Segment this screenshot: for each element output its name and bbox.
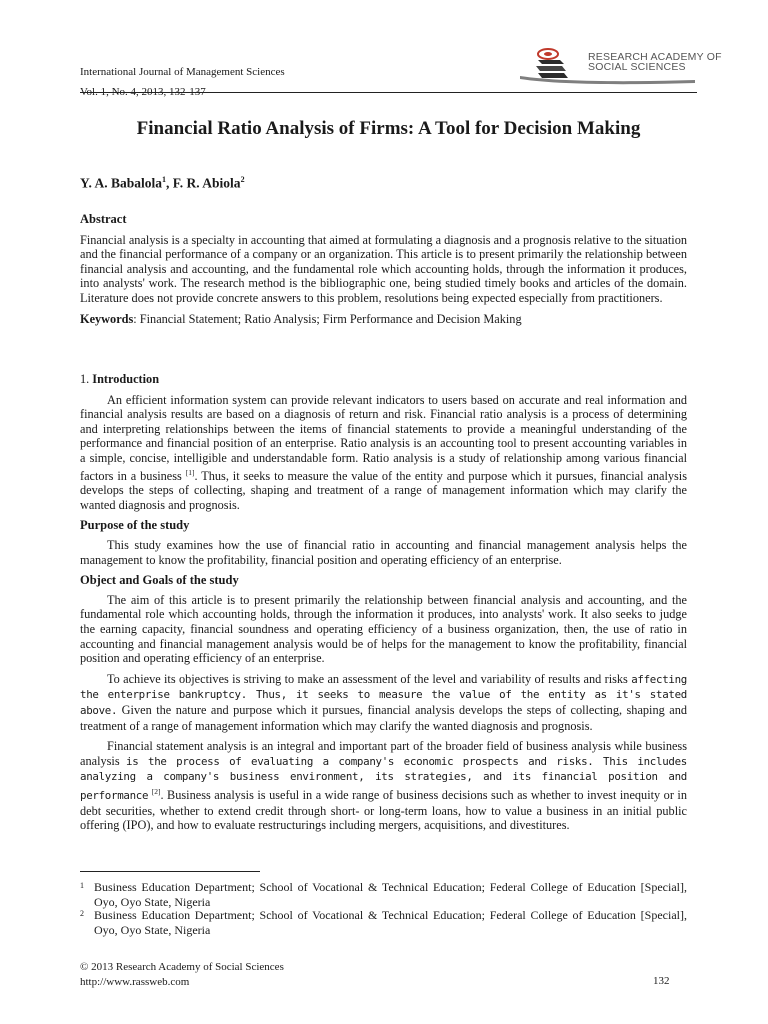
author-1-affiliation: 1 <box>162 175 167 184</box>
abstract-section <box>80 212 687 326</box>
copyright-notice: © 2013 Research Academy of Social Sciences <box>80 961 284 973</box>
paper-title: Financial Ratio Analysis of Firms: A Tool for Decision Making <box>136 118 641 139</box>
footnote-2 <box>80 908 687 938</box>
footnote-divider <box>80 871 260 872</box>
intro-text-1: An efficient information system can provide relevant indicators to users based on accurate and real information and financial analysis results are based on a diagnosis of return and risk. Financial ratio analysis is a process of determining and interpreting relationships between the items of financial statements to provide a meaningful understanding of the performance and financial position of an enterprise. Ratio analysis is an accounting tool to present accounting variables in a simple, concise, intelligible and understandable form. Ratio analysis is a study of relationship among various financial factors in a business <box>80 392 687 483</box>
abstract-heading: Abstract <box>80 212 127 226</box>
author-1: Y. A. Babalola <box>80 175 163 191</box>
keywords-text: : Financial Statement; Ratio Analysis; Firm Performance and Decision Making <box>133 311 522 326</box>
objectives-paragraph-3 <box>80 739 687 833</box>
objectives-paragraph-1: The aim of this article is to present primarily the relationship between financial analysis and accounting, and the fundamental role which accounting holds, through the information it produces, into analysts' work. It also seeks to judge the earning capacity, financial soundness and operating efficiency of a business organization, then, the use of ratio in accounting and financial management analysis would be of helps for the management to know the profitability, financial position and operating efficiency of an enterprise. <box>80 592 687 666</box>
footnote-1-text: Business Education Department; School of Vocational & Technical Education; Federal College of Education [Special], Oyo, Oyo State, Nigeria <box>94 880 687 909</box>
introduction-heading <box>80 372 687 387</box>
footnote-1 <box>80 880 687 910</box>
author-2-affiliation: 2 <box>240 175 245 184</box>
purpose-paragraph: This study examines how the use of financial ratio in accounting and financial management analysis helps the management to know the profitability, financial position and operating efficiency of an enterprise. <box>80 538 687 567</box>
journal-name: International Journal of Management Sciences <box>80 66 285 78</box>
introduction-section <box>80 372 687 833</box>
footnote-1-number: 1 <box>80 881 84 890</box>
logo-line-2: SOCIAL SCIENCES <box>588 61 686 73</box>
footnote-2-number: 2 <box>80 909 84 918</box>
author-separator: , <box>166 175 173 191</box>
obj-p2-text-2: Given the nature and purpose which it pursues, financial analysis develops the steps of collecting, shaping and treatment of a range of management information which may clarify the wanted diagnosis and prognosis. <box>80 702 687 733</box>
journal-header <box>80 62 285 102</box>
obj-p2-text-1: To achieve its objectives is striving to make an assessment of the level and variability of results and risks <box>107 671 632 686</box>
keywords-label: Keywords <box>80 311 134 326</box>
page-footer <box>80 960 284 990</box>
page-number: 132 <box>653 975 670 987</box>
intro-text-2: . Thus, it seeks to measure the value of the entity and purpose which it pursues, financial analysis develops the steps of collecting, shaping and treatment of a range of management information which may clarify the wanted diagnosis and prognosis. <box>80 468 688 512</box>
publisher-logo-text <box>588 52 722 72</box>
citation-2: [2] <box>151 786 161 796</box>
author-list <box>80 175 245 192</box>
obj-p3-quote: is the process of evaluating a company's economic prospects and risks. This includes analyzing a company's business environment, its strategies, and its financial position and performance <box>80 754 687 803</box>
purpose-heading: Purpose of the study <box>80 518 190 533</box>
footnote-2-text: Business Education Department; School of Vocational & Technical Education; Federal College of Education [Special], Oyo, Oyo State, Nigeria <box>94 908 687 937</box>
header-divider <box>80 92 697 93</box>
obj-p3-text-2: . Business analysis is useful in a wide range of business decisions such as whether to invest inequity or in debt securities, whether to extend credit through short- or long-term loans, how to value a business in an initial public offering (IPO), and how to evaluate restructurings including mergers, acquisitions, and divestitures. <box>80 788 687 833</box>
objectives-heading: Object and Goals of the study <box>80 573 239 588</box>
author-2: F. R. Abiola <box>172 175 241 191</box>
obj-p3-text-1: Financial statement analysis is an integral and important part of the broader field of business analysis while business analysis <box>80 739 687 768</box>
abstract-text: Financial analysis is a specialty in accounting that aimed at formulating a diagnosis and a prognosis relative to the situation and the financial performance of a company or an organization. This article is to present primarily the relationship between financial analysis and accounting, and the fundamental role which accounting holds, through the information it produces, into analysts' work. The research method is the bibliographic one, being studied timely books and articles of the domain. Literature does not provide concrete answers to this problem, resolutions being expected especially from practitioners. <box>80 232 687 305</box>
logo-line-1: RESEARCH ACADEMY OF <box>588 51 722 63</box>
introduction-paragraph <box>80 393 687 513</box>
publisher-url: http://www.rassweb.com <box>80 976 190 988</box>
section-number: 1. <box>80 372 93 386</box>
section-title: Introduction <box>92 372 160 386</box>
objectives-paragraph-2 <box>80 672 687 733</box>
obj-p2-quote: affecting the enterprise bankruptcy. Thus, it seeks to measure the value of the entity as it's stated above. <box>80 672 687 717</box>
keywords-line <box>80 312 687 327</box>
journal-volume: Vol. 1, No. 4, 2013, 132-137 <box>80 86 206 98</box>
citation-1: [1] <box>185 467 195 477</box>
